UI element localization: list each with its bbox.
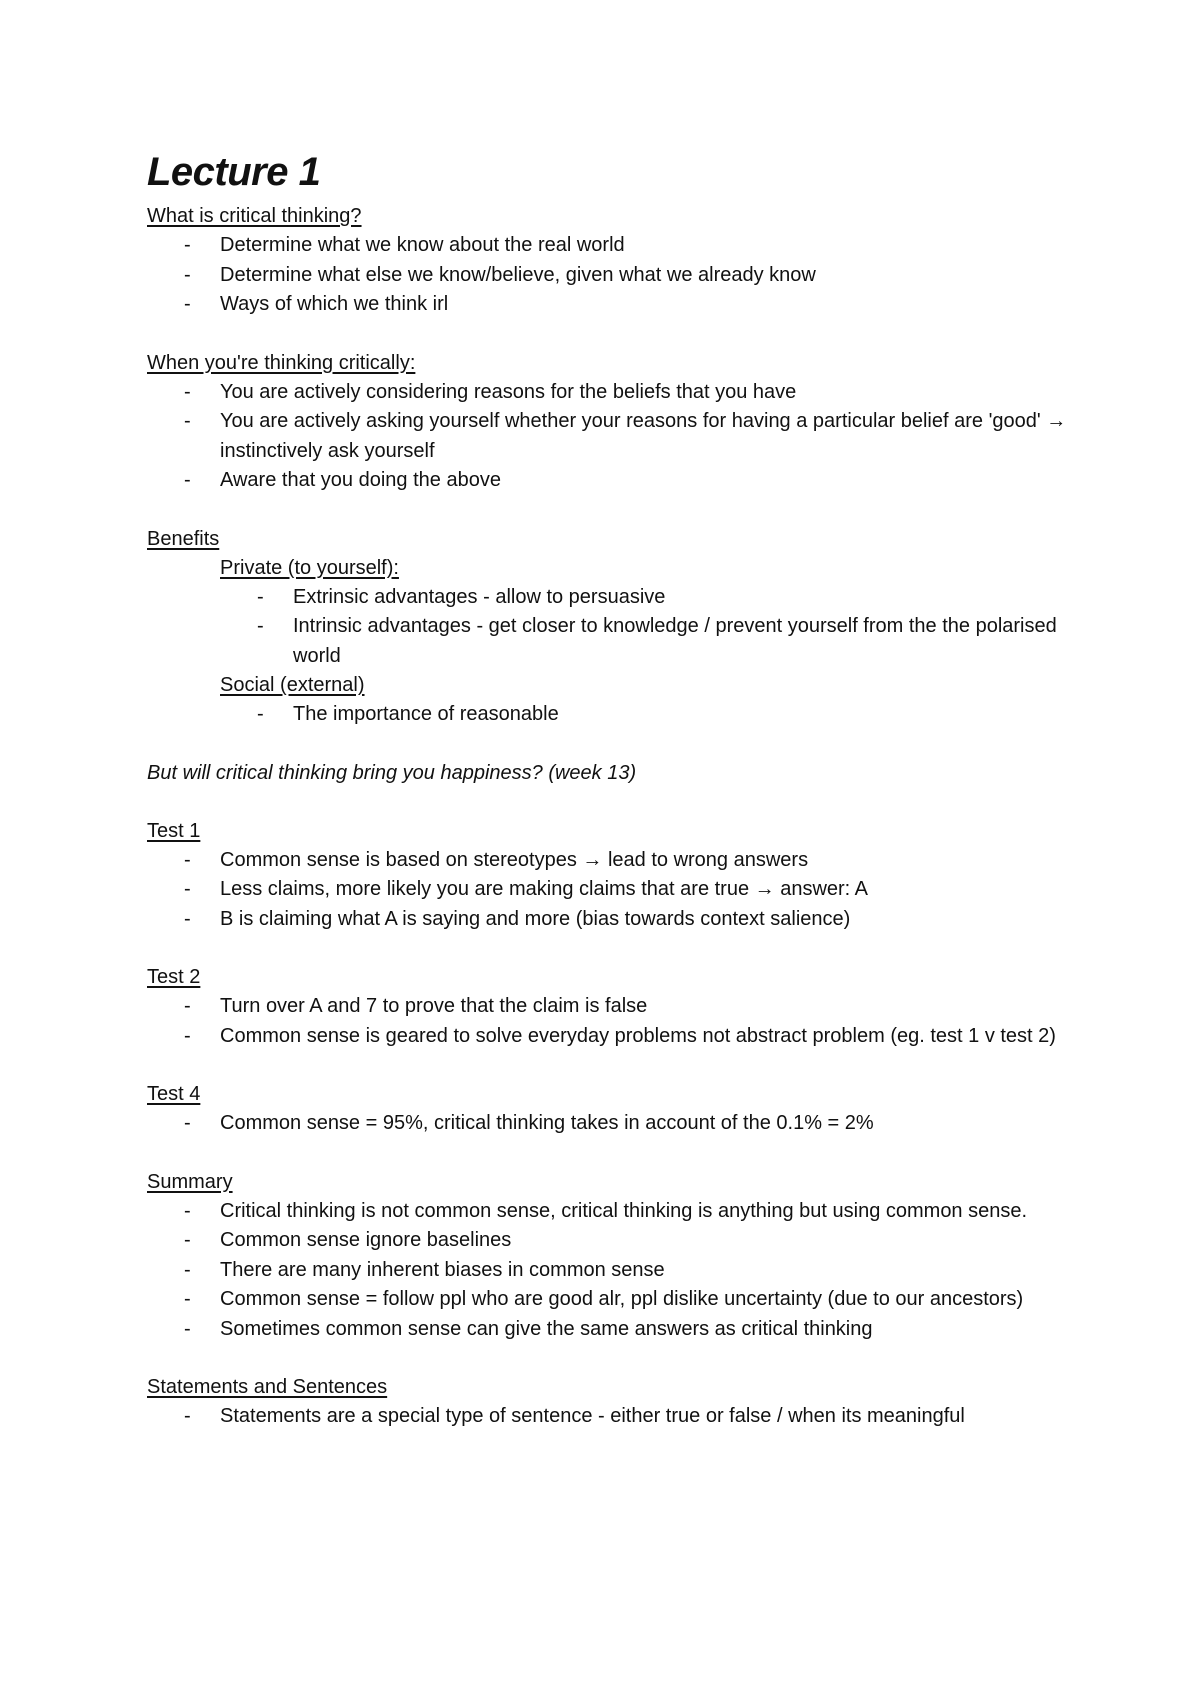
section-heading-benefits: Benefits: [147, 527, 220, 550]
list-test-2: [147, 992, 1067, 1051]
list-item: - Common sense is geared to solve everyday problems not abstract problem (eg. test 1 v test 2): [220, 1022, 1067, 1052]
section-heading-test-4: Test 4: [147, 1083, 201, 1105]
list-item: - You are actively asking yourself whether your reasons for having a particular belief are 'good' → instinctively ask yourself: [220, 407, 1067, 466]
list-social: [147, 700, 1067, 730]
list-item: - Common sense is based on stereotypes → lead to wrong answers: [220, 846, 1067, 876]
list-item: - Determine what we know about the real world: [220, 231, 1067, 261]
list-item: - Determine what else we know/believe, given what we already know: [220, 261, 1067, 291]
document-page: [147, 148, 1067, 1432]
list-test-4: [147, 1109, 1067, 1139]
list-item: - Less claims, more likely you are making claims that are true → answer: A: [220, 875, 1067, 905]
list-item: - Critical thinking is not common sense, critical thinking is anything but using common sense.: [220, 1197, 1067, 1227]
list-item: - Common sense = follow ppl who are good alr, ppl dislike uncertainty (due to our ancestors): [220, 1285, 1067, 1315]
section-heading-test-1: Test 1: [147, 819, 201, 842]
list-item: - Statements are a special type of sentence - either true or false / when its meaningful: [220, 1402, 1067, 1432]
list-item: - Aware that you doing the above: [220, 466, 1067, 496]
subheading-private: Private (to yourself):: [220, 556, 399, 579]
list-private: [147, 583, 1067, 672]
list-item: - You are actively considering reasons for the beliefs that you have: [220, 378, 1067, 408]
list-item: - Common sense = 95%, critical thinking takes in account of the 0.1% = 2%: [220, 1109, 1067, 1139]
list-item: - The importance of reasonable: [293, 700, 1067, 730]
list-what-is: [147, 231, 1067, 320]
list-thinking-critically: [147, 378, 1067, 496]
list-test-1: [147, 846, 1067, 935]
list-item: - Ways of which we think irl: [220, 290, 1067, 320]
section-heading-statements: Statements and Sentences: [147, 1376, 388, 1398]
list-item: - Turn over A and 7 to prove that the claim is false: [220, 992, 1067, 1022]
list-item: - Intrinsic advantages - get closer to knowledge / prevent yourself from the the polarised world: [293, 612, 1067, 671]
section-heading-summary: Summary: [147, 1170, 233, 1193]
question-text: But will critical thinking bring you happiness? (week 13): [147, 761, 637, 784]
section-heading-what-is: What is critical thinking?: [147, 205, 362, 227]
list-item: - There are many inherent biases in common sense: [220, 1256, 1067, 1286]
list-item: - B is claiming what A is saying and more (bias towards context salience): [220, 905, 1067, 935]
list-summary: [147, 1197, 1067, 1345]
section-heading-thinking-critically: When you're thinking critically:: [147, 351, 416, 374]
list-item: - Sometimes common sense can give the same answers as critical thinking: [220, 1315, 1067, 1345]
subheading-social: Social (external): [220, 674, 365, 696]
list-statements: [147, 1402, 1067, 1432]
page-title: Lecture 1: [147, 150, 321, 194]
list-item: - Common sense ignore baselines: [220, 1226, 1067, 1256]
section-heading-test-2: Test 2: [147, 966, 201, 988]
list-item: - Extrinsic advantages - allow to persuasive: [293, 583, 1067, 613]
